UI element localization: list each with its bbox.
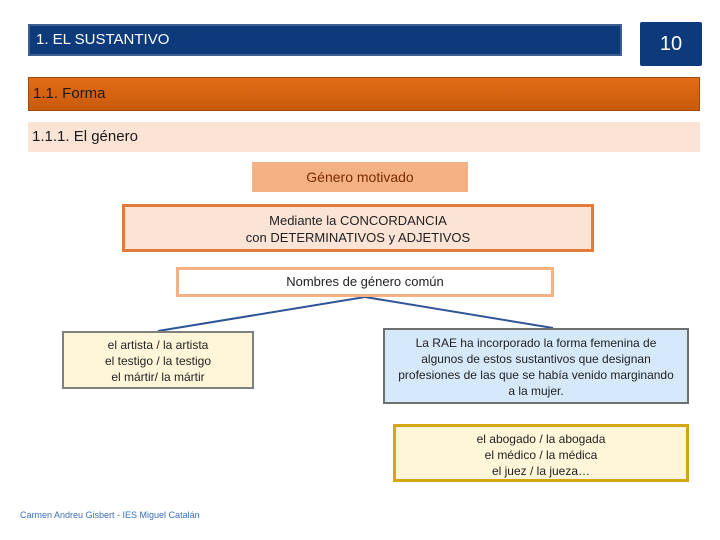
- genero-comun-box: Nombres de género común: [176, 267, 554, 297]
- connector-left: [158, 297, 365, 331]
- examples-professions-box: [393, 424, 689, 482]
- example-line: el juez / la jueza…: [491, 464, 591, 478]
- example-line: el médico / la médica: [484, 448, 598, 462]
- example-line: el mártir/ la mártir: [111, 370, 205, 384]
- rae-note-line: algunos de estos sustantivos que designan: [421, 352, 651, 366]
- footer-credit: Carmen Andreu Gisbert - IES Miguel Catalán: [20, 510, 200, 520]
- rae-note-line: La RAE ha incorporado la forma femenina de: [415, 336, 657, 350]
- concordancia-line: Mediante la CONCORDANCIA: [269, 213, 447, 228]
- example-line: el testigo / la testigo: [104, 354, 212, 368]
- rae-note-box: [383, 328, 689, 404]
- concordancia-line: con DETERMINATIVOS y ADJETIVOS: [245, 230, 471, 245]
- rae-note-line: a la mujer.: [508, 384, 564, 398]
- subsection-title: 1.1.1. El género: [32, 128, 138, 145]
- section-title: 1.1. Forma: [33, 85, 106, 102]
- page-number: 10: [640, 22, 702, 66]
- examples-common-box: [62, 331, 254, 389]
- genero-motivado-label: Género motivado: [252, 162, 468, 192]
- concordancia-box: [122, 204, 594, 252]
- connector-right: [365, 297, 553, 328]
- rae-note-line: profesiones de las que se había venido marginando: [398, 368, 674, 382]
- example-line: el abogado / la abogada: [476, 432, 606, 446]
- example-line: el artista / la artista: [107, 338, 209, 352]
- page-title: 1. EL SUSTANTIVO: [36, 31, 170, 48]
